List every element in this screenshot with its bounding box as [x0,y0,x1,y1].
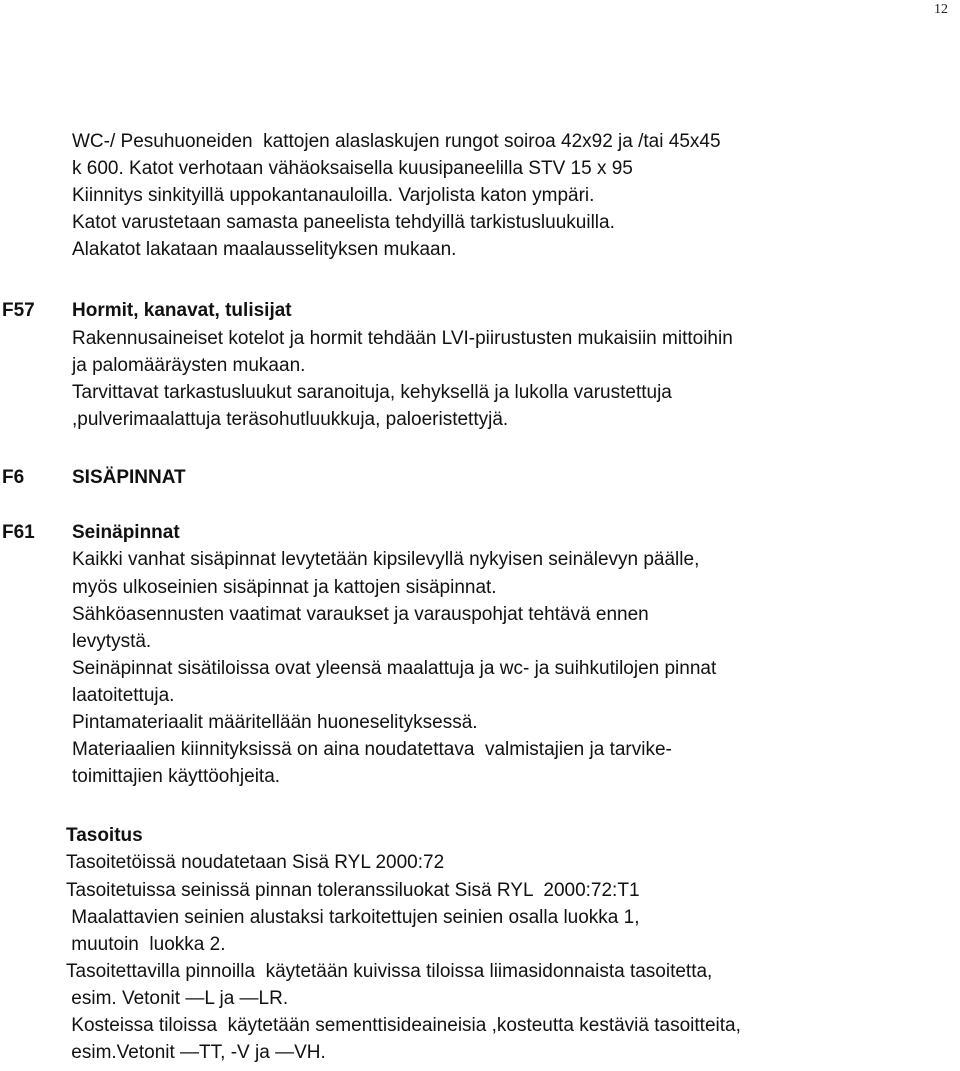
section-line: Rakennusaineiset kotelot ja hormit tehdään LVI-piirustusten mukaisiin mittoihin [72,328,733,349]
intro-line: Katot varustetaan samasta paneelista tehdyillä tarkistusluukuilla. [72,212,615,233]
section-line: levytystä. [72,631,152,652]
section-heading: SISÄPINNAT [72,467,186,488]
section-line: Pintamateriaalit määritellään huoneselityksessä. [72,712,478,733]
section-line: Tarvittavat tarkastusluukut saranoituja, kehyksellä ja lukolla varustettuja [72,382,672,403]
intro-line: Kiinnitys sinkityillä uppokantanauloilla. Varjolista katon ympäri. [72,185,595,206]
section-line: Sähköasennusten vaatimat varaukset ja varauspohjat tehtävä ennen [72,604,649,625]
section-line: ,pulverimaalattuja teräsohutluukkuja, paloeristettyjä. [72,409,509,430]
section-line: Tasoitetöissä noudatetaan Sisä RYL 2000:72 [66,852,445,873]
section-line: ja palomääräysten mukaan. [72,355,306,376]
section-line: Kaikki vanhat sisäpinnat levytetään kipsilevyllä nykyisen seinälevyn päälle, [72,549,700,570]
section-line: laatoitettuja. [72,685,175,706]
section-code: F57 [2,300,35,321]
section-heading: Seinäpinnat [72,522,180,543]
page-number: 12 [934,2,948,17]
section-line: muutoin luokka 2. [66,934,226,955]
section-line: Tasoitetuissa seinissä pinnan toleranssiluokat Sisä RYL 2000:72:T1 [66,880,640,901]
section-code: F61 [2,522,35,543]
section-line: toimittajien käyttöohjeita. [72,766,281,787]
section-line: Materiaalien kiinnityksissä on aina noudatettava valmistajien ja tarvike- [72,739,672,760]
intro-line: WC-/ Pesuhuoneiden kattojen alaslaskujen rungot soiroa 42x92 ja /tai 45x45 [72,131,721,152]
section-heading: Hormit, kanavat, tulisijat [72,300,292,321]
section-code: F6 [2,467,25,488]
section-heading: Tasoitus [66,825,143,846]
section-line: esim.Vetonit —TT, -V ja —VH. [66,1042,326,1063]
section-line: Maalattavien seinien alustaksi tarkoitettujen seinien osalla luokka 1, [66,907,640,928]
section-line: myös ulkoseinien sisäpinnat ja kattojen sisäpinnat. [72,577,497,598]
section-line: Seinäpinnat sisätiloissa ovat yleensä maalattuja ja wc- ja suihkutilojen pinnat [72,658,717,679]
section-line: Tasoitettavilla pinnoilla käytetään kuivissa tiloissa liimasidonnaista tasoitetta, [66,961,713,982]
section-line: esim. Vetonit —L ja —LR. [66,988,289,1009]
intro-line: k 600. Katot verhotaan vähäoksaisella kuusipaneelilla STV 15 x 95 [72,158,633,179]
intro-line: Alakatot lakataan maalausselityksen mukaan. [72,239,457,260]
section-line: Kosteissa tiloissa käytetään sementtisideaineisia ,kosteutta kestäviä tasoitteita, [66,1015,741,1036]
